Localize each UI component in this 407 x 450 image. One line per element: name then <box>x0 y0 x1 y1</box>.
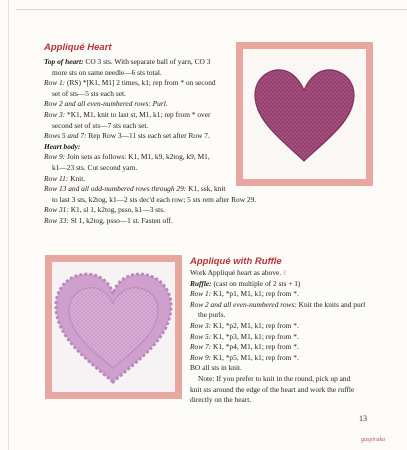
instruction-line: k1—23 sts. Cut second yarn. <box>52 162 138 172</box>
instruction-line: set of sts—5 sts each set. <box>52 88 126 98</box>
binding-line <box>8 0 9 450</box>
instruction-line: more sts on same needle—6 sts total. <box>52 67 162 77</box>
note-line: directly on the heart. <box>190 395 252 405</box>
instruction-line: the purls. <box>198 310 226 320</box>
top-rule <box>16 9 407 10</box>
applique-ruffle-title: Appliqué with Ruffle <box>190 256 282 267</box>
instruction-line: Row 1: K1, *p1, M1, k1; rep from *. <box>190 289 299 299</box>
instruction-line: Row 2 and all even-numbered rows: Purl. <box>44 99 168 109</box>
instruction-line: Row 1: (RS) *[K1, M1] 2 times, k1; rep from * on second <box>44 78 216 88</box>
applique-heart-instructions <box>44 57 257 227</box>
page-number: 13 <box>359 414 367 423</box>
instruction-line: Row 2 and all even-numbered rows: Knit the knits and purl <box>190 299 366 309</box>
note-line: knit sts around the edge of the heart and work the ruffle <box>190 384 355 394</box>
instruction-line: Ruffle: (cast on multiple of 2 sts + 1) <box>190 278 301 288</box>
instruction-line: Rows 5 and 7: Rep Row 3—11 sts each set after Row 7. <box>44 131 210 141</box>
instruction-line: to last 3 sts, k2tog, k1—2 sts dec'd each row; 5 sts rem after Row 29. <box>52 194 257 204</box>
instruction-line: Row 31: K1, sl 1, k2tog, psso, k1—3 sts. <box>44 205 165 215</box>
signature-watermark: gaspiraka <box>361 437 385 443</box>
instruction-line: Top of heart: CO 3 sts. With separate ball of yarn, CO 3 <box>44 57 211 66</box>
instruction-line: Row 11: Knit. <box>44 173 86 183</box>
instruction-line: second set of sts—7 sts each set. <box>52 120 149 130</box>
note-line: Note: If you prefer to knit in the round, pick up and <box>198 373 351 383</box>
knitted-heart-image <box>243 49 366 179</box>
knitted-heart-photo <box>236 42 373 186</box>
instruction-line: BO all sts in knit. <box>190 363 242 373</box>
instruction-line: Row 5: K1, *p3, M1, k1; rep from *. <box>190 331 299 341</box>
instruction-line: Row 7: K1, *p4, M1, k1; rep from *. <box>190 342 299 352</box>
instruction-line: Row 33: Sl 1, k2tog, psso—1 st. Fasten off. <box>44 215 173 225</box>
ruffled-heart-photo <box>45 255 182 399</box>
instruction-line: Row 13 and all odd-numbered rows through 29: K1, ssk, knit <box>44 184 226 194</box>
applique-ruffle-instructions <box>190 268 370 406</box>
ruffled-heart-image <box>52 262 175 392</box>
instruction-line: Row 9: K1, *p5, M1, k1; rep from *. <box>190 352 299 362</box>
squiggle-icon: ℓ <box>283 268 287 277</box>
instruction-heading: Heart body: <box>44 141 81 151</box>
instruction-line: Row 3: K1, *p2, M1, k1; rep from *. <box>190 320 299 330</box>
instruction-line: Row 3: *K1, M1, knit to last st, M1, k1; rep from * over <box>44 109 211 119</box>
applique-heart-title: Appliqué Heart <box>44 42 112 53</box>
instruction-line: Work Appliqué heart as above. ℓ <box>190 268 287 277</box>
instruction-line: Row 9: Join sets as follows: K1, M1, k9, k2tog, k9, M1, <box>44 152 210 162</box>
